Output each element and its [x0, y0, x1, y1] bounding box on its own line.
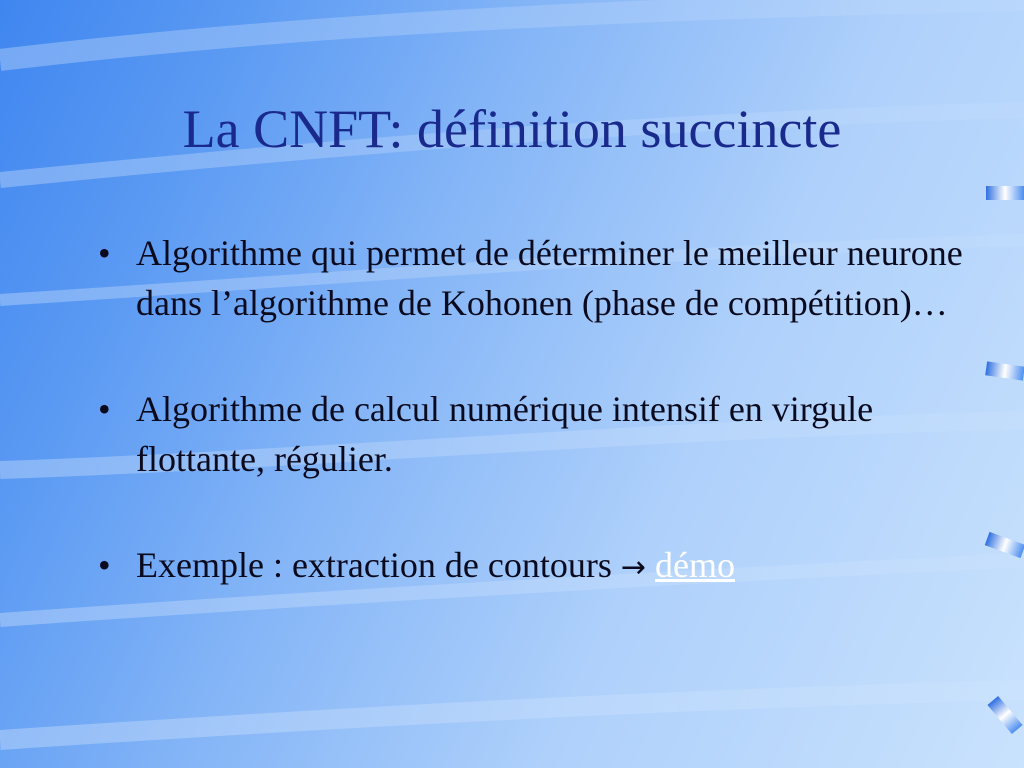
demo-link[interactable]: démo — [654, 545, 735, 585]
bullet-list — [98, 228, 978, 593]
bullet-icon: • — [98, 233, 111, 273]
bullet-item — [98, 384, 978, 484]
bullet-item — [98, 540, 978, 593]
bullet-icon: • — [98, 389, 111, 429]
bullet-item — [98, 228, 978, 328]
bullet-text: Exemple : extraction de contours — [136, 545, 621, 585]
bullet-text: Algorithme de calcul numérique intensif en virgule flottante, régulier. — [136, 389, 874, 479]
right-edge-notches — [985, 186, 1024, 734]
bullet-icon: • — [98, 545, 111, 585]
slide-title: La CNFT: définition succincte — [182, 99, 842, 159]
bullet-text: Algorithme qui permet de déterminer le meilleur neurone dans l’algorithme de Kohonen (phase de compétition)… — [136, 233, 963, 323]
arrow-right-icon: → — [620, 550, 646, 585]
